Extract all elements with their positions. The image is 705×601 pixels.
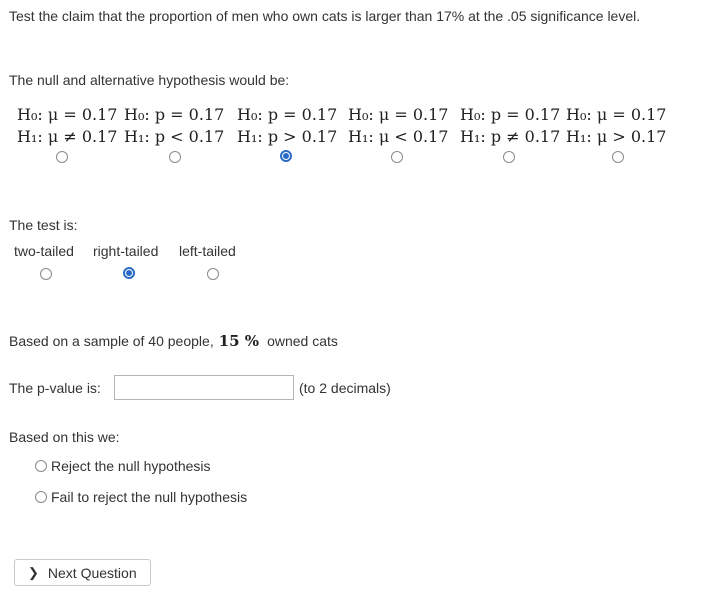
fail-to-reject-label[interactable]: Fail to reject the null hypothesis — [51, 489, 248, 505]
sample-percent: 15 % — [218, 332, 260, 350]
sample-prefix: Based on a sample of 40 people, — [9, 333, 214, 349]
decision-label: Based on this we: — [9, 429, 120, 445]
test-type-two-tailed-label: two-tailed — [14, 243, 74, 259]
hypothesis-4-null: H₀: μ = 0.17 — [348, 105, 449, 124]
hypothesis-2-radio[interactable] — [169, 151, 181, 163]
hypothesis-5-alt: H₁: p ≠ 0.17 — [460, 127, 561, 146]
hypothesis-3-null: H₀: p = 0.17 — [237, 105, 338, 124]
chevron-right-icon: ❯ — [28, 564, 39, 580]
hypotheses-label: The null and alternative hypothesis would be: — [9, 72, 290, 88]
hypothesis-3-radio[interactable] — [280, 150, 292, 162]
pvalue-label: The p-value is: — [9, 380, 101, 396]
hypothesis-1-null: H₀: μ = 0.17 — [17, 105, 118, 124]
test-type-right-tailed-label: right-tailed — [93, 243, 159, 259]
hypothesis-2-null: H₀: p = 0.17 — [124, 105, 225, 124]
hypothesis-5-radio[interactable] — [503, 151, 515, 163]
hypothesis-4-alt: H₁: μ < 0.17 — [348, 127, 449, 146]
hypothesis-1-alt: H₁: μ ≠ 0.17 — [17, 127, 118, 146]
hypothesis-4-radio[interactable] — [391, 151, 403, 163]
next-question-button[interactable] — [14, 559, 151, 586]
hypothesis-3-alt: H₁: p > 0.17 — [237, 127, 338, 146]
test-type-left-tailed-label: left-tailed — [179, 243, 236, 259]
hypothesis-6-alt: H₁: μ > 0.17 — [566, 127, 667, 146]
fail-to-reject-radio[interactable] — [35, 491, 47, 503]
hypothesis-5-null: H₀: p = 0.17 — [460, 105, 561, 124]
pvalue-hint: (to 2 decimals) — [299, 380, 391, 396]
reject-null-label[interactable]: Reject the null hypothesis — [51, 458, 211, 474]
hypothesis-2-alt: H₁: p < 0.17 — [124, 127, 225, 146]
sample-suffix: owned cats — [267, 333, 338, 349]
next-question-label: Next Question — [47, 564, 137, 581]
question-text: Test the claim that the proportion of men who own cats is larger than 17% at the .05 significance level. — [9, 8, 641, 24]
hypothesis-6-null: H₀: μ = 0.17 — [566, 105, 667, 124]
test-type-label: The test is: — [9, 217, 78, 233]
sample-sentence — [9, 332, 338, 350]
pvalue-input[interactable] — [114, 375, 294, 400]
test-type-two-tailed-radio[interactable] — [40, 268, 52, 280]
test-type-right-tailed-radio[interactable] — [123, 267, 135, 279]
hypothesis-1-radio[interactable] — [56, 151, 68, 163]
hypothesis-6-radio[interactable] — [612, 151, 624, 163]
reject-null-radio[interactable] — [35, 460, 47, 472]
test-type-left-tailed-radio[interactable] — [207, 268, 219, 280]
